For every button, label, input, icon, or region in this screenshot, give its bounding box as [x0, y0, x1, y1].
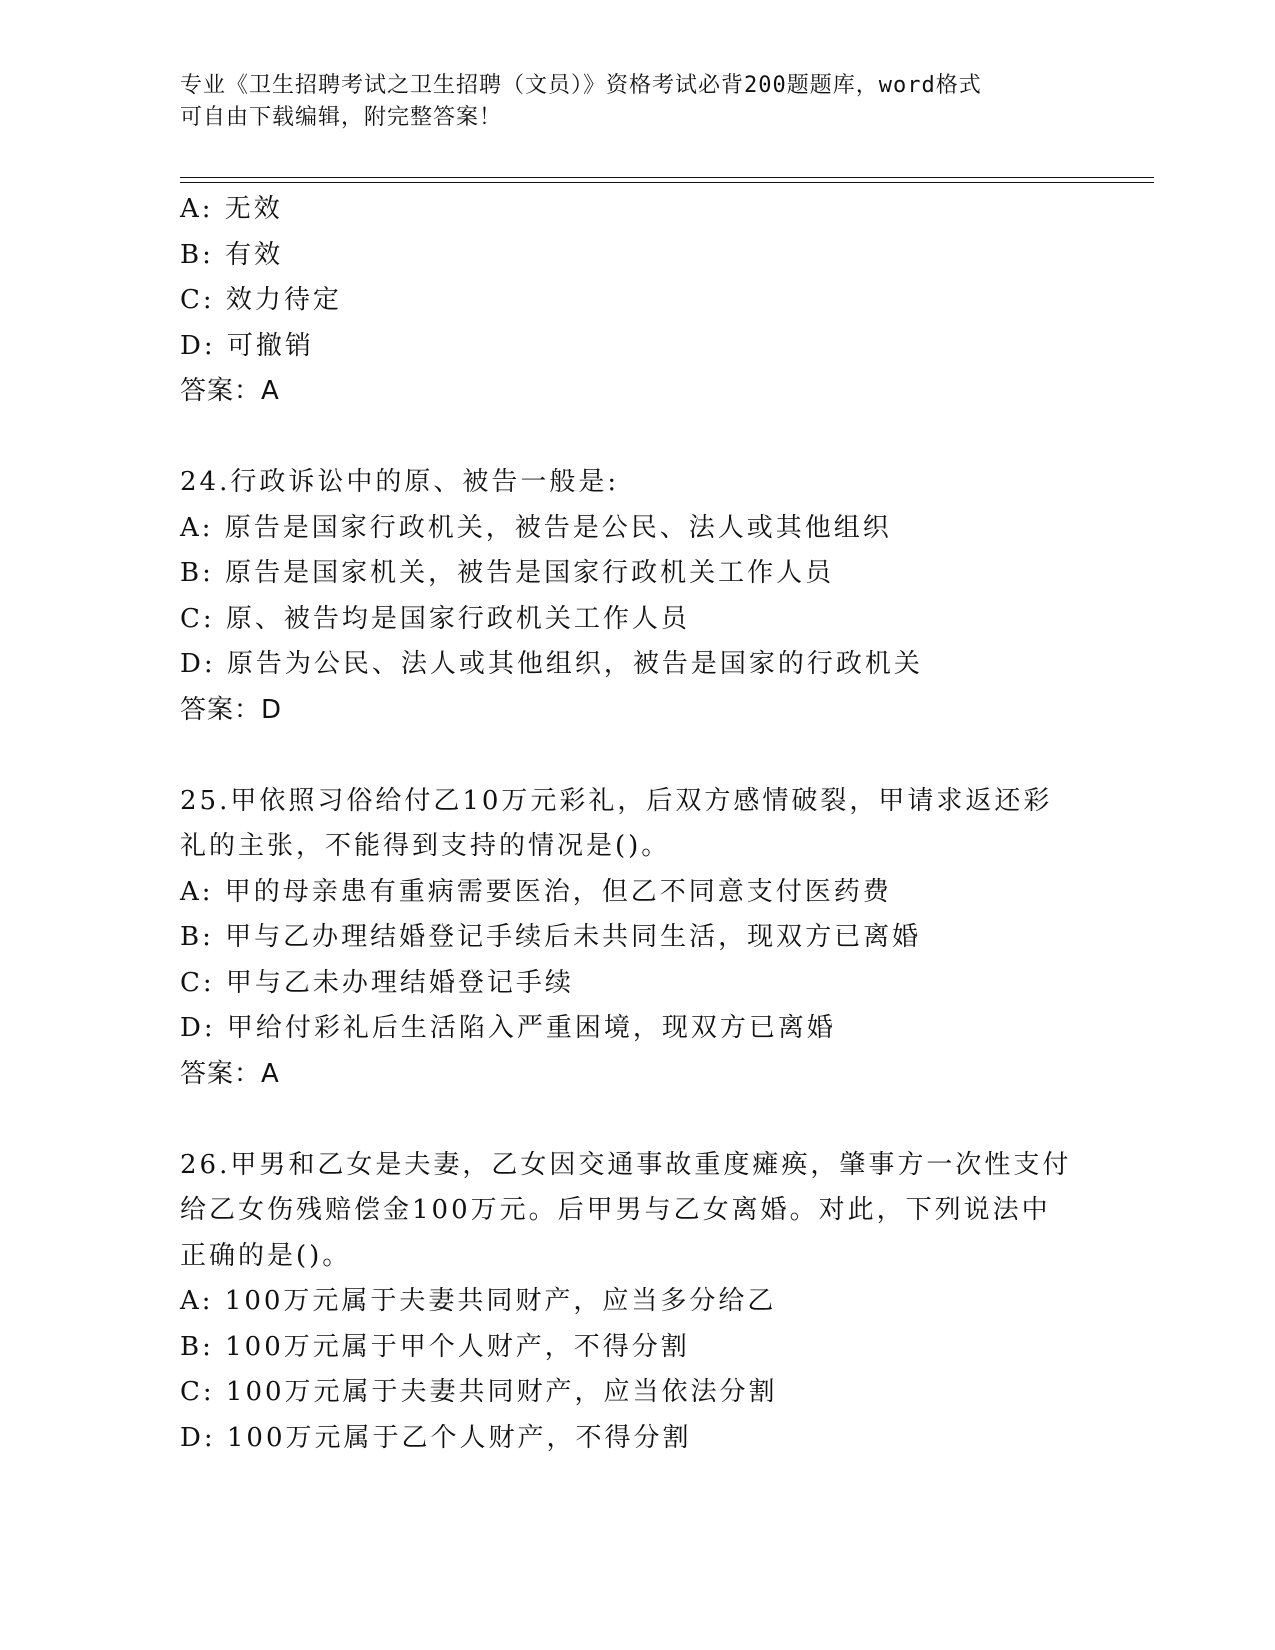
header-line-1: 专业《卫生招聘考试之卫生招聘（文员）》资格考试必背200题题库，word格式: [180, 73, 982, 98]
question-stem: 礼的主张，不能得到支持的情况是()。: [180, 831, 671, 861]
option-b: B: 100万元属于甲个人财产，不得分割: [180, 1331, 690, 1362]
question-stem: 24.行政诉讼中的原、被告一般是:: [180, 467, 620, 497]
option-d: D: 原告为公民、法人或其他组织，被告是国家的行政机关: [180, 649, 923, 679]
question-26: [180, 1143, 1120, 1462]
option-c: C: 100万元属于夫妻共同财产，应当依法分割: [180, 1377, 778, 1407]
option-b: B: 有效: [180, 239, 284, 270]
question-stem: 正确的是()。: [180, 1240, 352, 1271]
question-23: [180, 187, 1120, 415]
question-stem: 25.甲依照习俗给付乙10万元彩礼，后双方感情破裂，甲请求返还彩: [180, 785, 1053, 816]
spacer: [180, 415, 1120, 461]
answer: 答案：A: [180, 376, 280, 406]
option-a: A: 甲的母亲患有重病需要医治，但乙不同意支付医药费: [180, 876, 892, 907]
option-c: C: 原、被告均是国家行政机关工作人员: [180, 603, 690, 634]
option-c: C: 效力待定: [180, 285, 342, 315]
option-b: B: 原告是国家机关，被告是国家行政机关工作人员: [180, 558, 835, 588]
question-25: [180, 779, 1120, 1098]
spacer: [180, 733, 1120, 779]
option-c: C: 甲与乙未办理结婚登记手续: [180, 967, 574, 998]
option-d: D: 甲给付彩礼后生活陷入严重困境，现双方已离婚: [180, 1013, 836, 1043]
option-b: B: 甲与乙办理结婚登记手续后未共同生活，现双方已离婚: [180, 922, 922, 952]
header-line-2: 可自由下载编辑，附完整答案！: [180, 105, 503, 130]
document-header: [180, 70, 1080, 134]
spacer: [180, 1097, 1120, 1143]
option-d: D: 可撤销: [180, 330, 314, 361]
header-rule-bottom: [180, 182, 1154, 183]
option-d: D: 100万元属于乙个人财产，不得分割: [180, 1422, 692, 1453]
answer: 答案：A: [180, 1058, 280, 1089]
option-a: A: 原告是国家行政机关，被告是公民、法人或其他组织: [180, 512, 892, 543]
question-24: [180, 460, 1120, 733]
header-rule-top: [180, 177, 1154, 178]
question-stem: 26.甲男和乙女是夫妻，乙女因交通事故重度瘫痪，肇事方一次性支付: [180, 1149, 1072, 1180]
question-stem: 给乙女伤残赔偿金100万元。后甲男与乙女离婚。对此，下列说法中: [180, 1195, 1051, 1225]
document-body: [180, 187, 1120, 1461]
option-a: A: 100万元属于夫妻共同财产，应当多分给乙: [180, 1286, 777, 1316]
answer: 答案：D: [180, 694, 283, 725]
option-a: A: 无效: [180, 194, 283, 224]
